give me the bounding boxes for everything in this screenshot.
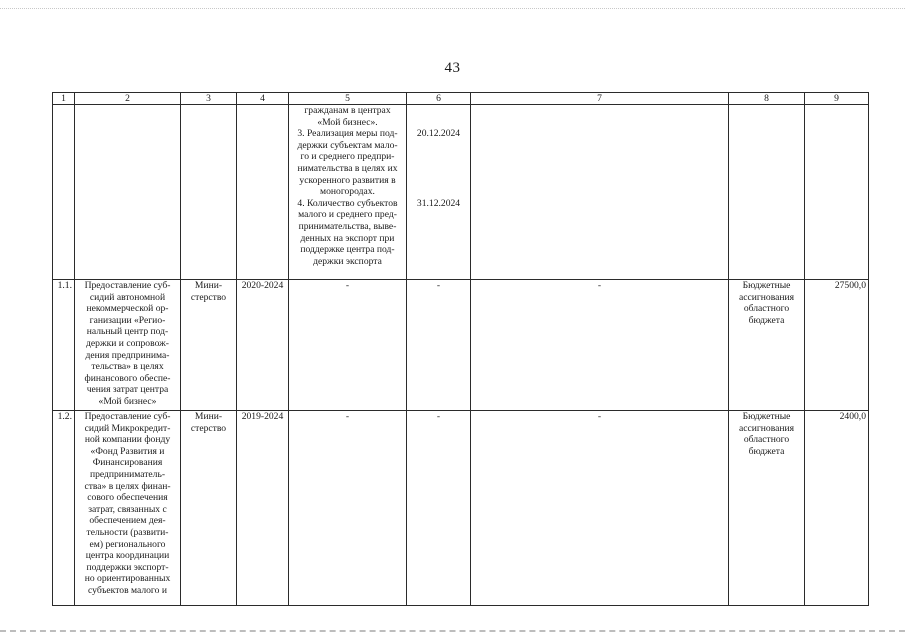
name-line: держки и сопровож-	[86, 337, 169, 349]
indicator-line: принимательства, выве-	[298, 220, 397, 232]
name-line: субъектов малого и	[88, 584, 167, 596]
cell-name	[75, 411, 181, 606]
name-line: чения затрат центра	[86, 384, 169, 396]
table-row-1-2	[53, 411, 869, 606]
indicator-line: 3. Реализация меры под-	[297, 128, 398, 140]
indicator-line: поддержке центра под-	[300, 244, 395, 256]
header-cell-9: 9	[805, 93, 869, 105]
spacer	[409, 186, 468, 198]
spacer	[409, 163, 468, 186]
cell-source	[729, 280, 805, 411]
cell-col7: -	[471, 280, 729, 411]
name-line: ной компании фонду	[84, 434, 171, 446]
name-line: поддержки экспорт-	[86, 561, 169, 573]
name-line: но ориентированных	[84, 573, 171, 585]
header-cell-1: 1	[53, 93, 75, 105]
header-cell-2: 2	[75, 93, 181, 105]
cell-dates: -	[407, 411, 471, 606]
name-line: ства» в целях финан-	[84, 480, 171, 492]
date-value: 20.12.2024	[416, 128, 461, 140]
name-line: «Мой бизнес»	[98, 395, 157, 407]
cell-amount	[805, 105, 869, 280]
name-line: нальный центр под-	[86, 326, 169, 338]
scan-edge-bottom	[0, 630, 905, 632]
header-cell-4: 4	[237, 93, 289, 105]
cell-source	[729, 105, 805, 280]
name-line: сового обеспечения	[87, 492, 168, 504]
indicator-line: держки субъектам мало-	[297, 139, 398, 151]
name-line: «Фонд Развития и	[90, 445, 165, 457]
indicator-line: 4. Количество субъектов	[297, 197, 398, 209]
executor-line: стерство	[190, 291, 227, 303]
executor-line: Мини-	[194, 280, 223, 291]
header-cell-8: 8	[729, 93, 805, 105]
cell-executor	[181, 105, 237, 280]
header-cell-6: 6	[407, 93, 471, 105]
cell-indicators: -	[289, 411, 407, 606]
source-line: бюджета	[748, 314, 785, 326]
spacer	[409, 140, 468, 163]
name-line: тельности (развити-	[86, 526, 169, 538]
source-line: ассигнования	[738, 422, 795, 434]
name-line: предприниматель-	[89, 468, 166, 480]
indicator-line: нимательства в целях их	[297, 162, 398, 174]
date-value: 31.12.2024	[416, 197, 461, 209]
name-line: тельства» в целях	[91, 361, 164, 373]
name-line: ганизации «Регио-	[89, 314, 166, 326]
cell-num: 1.1.	[53, 280, 75, 411]
header-row	[53, 93, 869, 105]
name-line: сидий автономной	[89, 291, 166, 303]
table-row-1-1	[53, 280, 869, 411]
name-line: ем) регионального	[89, 538, 166, 550]
name-line: затрат, связанных с	[88, 503, 167, 515]
header-cell-5: 5	[289, 93, 407, 105]
header-cell-3: 3	[181, 93, 237, 105]
cell-amount: 27500,0	[805, 280, 869, 411]
spacer	[409, 105, 468, 128]
cell-indicators	[289, 105, 407, 280]
name-line: Предоставление суб-	[84, 411, 171, 422]
cell-indicators: -	[289, 280, 407, 411]
cell-source	[729, 411, 805, 606]
header-cell-7: 7	[471, 93, 729, 105]
scan-edge-top	[0, 8, 905, 9]
cell-executor	[181, 411, 237, 606]
cell-dates	[407, 105, 471, 280]
indicator-line: денных на экспорт при	[300, 232, 395, 244]
name-line: Предоставление суб-	[84, 280, 171, 291]
source-line: областного	[743, 303, 790, 315]
indicator-line: гражданам в центрах	[304, 105, 391, 116]
cell-dates: -	[407, 280, 471, 411]
cell-period: 2019-2024	[237, 411, 289, 606]
table-row-continuation	[53, 105, 869, 280]
source-line: областного	[743, 434, 790, 446]
cell-name	[75, 105, 181, 280]
cell-num	[53, 105, 75, 280]
indicator-line: го и среднего предпри-	[300, 151, 395, 163]
source-line: бюджета	[748, 445, 785, 457]
source-line: ассигнования	[738, 291, 795, 303]
source-line: Бюджетные	[742, 411, 791, 422]
indicator-line: ускоренного развития в	[299, 174, 396, 186]
cell-period	[237, 105, 289, 280]
cell-col7	[471, 105, 729, 280]
cell-amount: 2400,0	[805, 411, 869, 606]
executor-line: стерство	[190, 422, 227, 434]
name-line: финансового обеспе-	[84, 372, 171, 384]
measures-table	[52, 92, 869, 606]
cell-name	[75, 280, 181, 411]
cell-executor	[181, 280, 237, 411]
cell-period: 2020-2024	[237, 280, 289, 411]
page-number: 43	[444, 60, 461, 76]
cell-col7: -	[471, 411, 729, 606]
indicator-line: моногородах.	[320, 186, 375, 198]
indicator-line: «Мой бизнес».	[317, 116, 378, 128]
cell-num: 1.2.	[53, 411, 75, 606]
name-line: Финансирования	[92, 457, 163, 469]
executor-line: Мини-	[194, 411, 223, 422]
name-line: некоммерческой ор-	[86, 303, 169, 315]
indicator-line: держки экспорта	[313, 255, 382, 267]
name-line: сидий Микрокредит-	[84, 422, 171, 434]
indicator-line: малого и среднего пред-	[298, 209, 397, 221]
name-line: обеспечением дея-	[89, 515, 166, 527]
name-line: центра координации	[85, 550, 170, 562]
source-line: Бюджетные	[742, 280, 791, 291]
name-line: дения предпринима-	[85, 349, 170, 361]
